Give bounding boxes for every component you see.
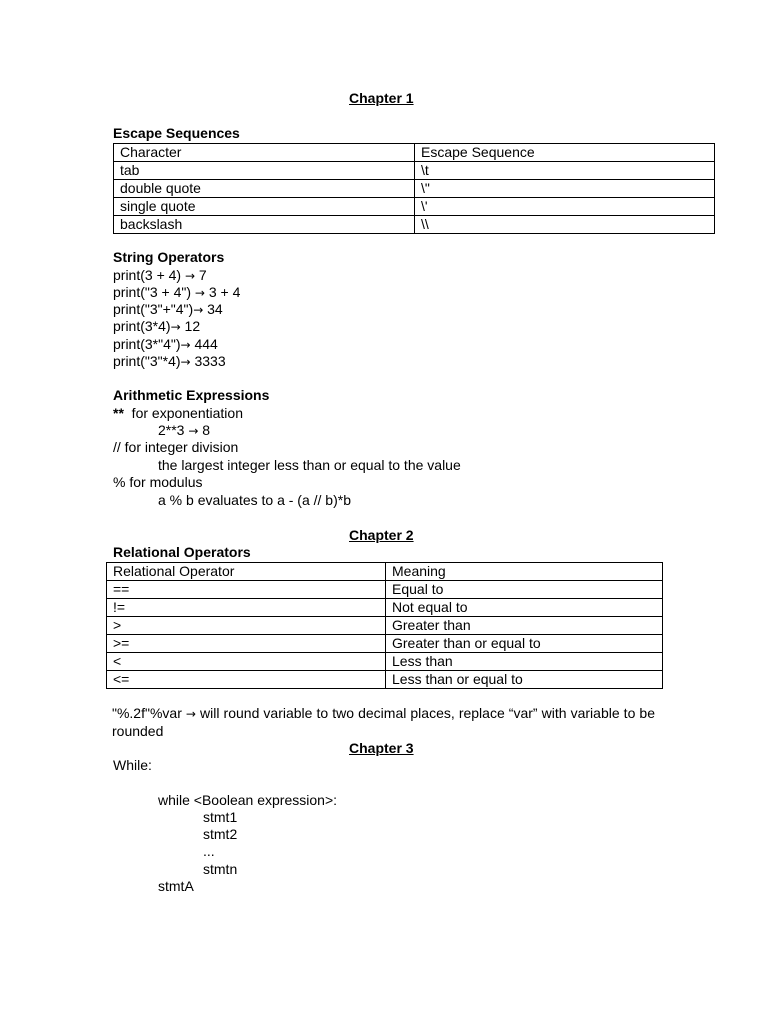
string-op-expr: print(3*"4") xyxy=(113,336,181,352)
string-op-result: 34 xyxy=(203,301,223,317)
string-op-result: 12 xyxy=(180,318,201,334)
table-cell: \' xyxy=(415,198,715,216)
table-cell: \" xyxy=(415,180,715,198)
string-op-result: 3333 xyxy=(190,353,226,369)
exponent-line xyxy=(113,405,243,422)
table-cell: != xyxy=(107,599,386,617)
code-body-line: stmt2 xyxy=(203,826,238,842)
table-row xyxy=(114,216,715,234)
arrow-icon: → xyxy=(180,355,191,369)
arithmetic-expressions-heading: Arithmetic Expressions xyxy=(113,387,270,403)
table-header-row xyxy=(107,563,663,581)
code-body-line: stmt1 xyxy=(203,809,238,825)
string-op-result: 3 + 4 xyxy=(204,284,241,300)
while-label: While: xyxy=(113,757,152,773)
table-row xyxy=(107,671,663,689)
arrow-icon: → xyxy=(188,424,199,438)
table-row xyxy=(114,162,715,180)
code-after-line: stmtA xyxy=(158,878,194,894)
relational-operators-heading: Relational Operators xyxy=(113,544,251,560)
table-cell: tab xyxy=(114,162,415,180)
table-cell: < xyxy=(107,653,386,671)
chapter-3-title: Chapter 3 xyxy=(349,740,414,756)
exponent-example xyxy=(158,422,210,440)
table-cell: > xyxy=(107,617,386,635)
string-op-line xyxy=(113,353,226,371)
arrow-icon: → xyxy=(193,303,204,317)
code-body-line: ... xyxy=(203,843,215,859)
string-op-result: 7 xyxy=(195,267,207,283)
string-op-line xyxy=(113,284,240,302)
string-op-line xyxy=(113,267,207,285)
table-cell: backslash xyxy=(114,216,415,234)
table-cell: Greater than or equal to xyxy=(386,635,663,653)
table-cell: \t xyxy=(415,162,715,180)
chapter-1-title: Chapter 1 xyxy=(349,90,414,106)
exponent-example-expr: 2**3 xyxy=(158,422,189,438)
format-note xyxy=(112,705,655,740)
table-row xyxy=(107,599,663,617)
table-row xyxy=(114,180,715,198)
table-header-cell: Character xyxy=(114,144,415,162)
code-while-header: while <Boolean expression>: xyxy=(158,792,338,808)
string-op-result: 444 xyxy=(190,336,218,352)
string-op-expr: print("3"+"4") xyxy=(113,301,194,317)
format-note-prefix: "%.2f"%var xyxy=(112,705,186,721)
modulus-label: % for modulus xyxy=(113,474,203,490)
table-row xyxy=(114,198,715,216)
table-row xyxy=(107,617,663,635)
escape-sequences-heading: Escape Sequences xyxy=(113,125,240,141)
arrow-icon: → xyxy=(180,338,191,352)
arrow-icon: → xyxy=(170,320,181,334)
table-header-cell: Relational Operator xyxy=(107,563,386,581)
table-header-row xyxy=(114,144,715,162)
escape-sequences-table xyxy=(113,143,715,234)
exponent-example-result: 8 xyxy=(198,422,211,438)
table-row xyxy=(107,635,663,653)
arrow-icon: → xyxy=(194,286,205,300)
table-cell: \\ xyxy=(415,216,715,234)
table-cell: Not equal to xyxy=(386,599,663,617)
table-row xyxy=(107,581,663,599)
table-header-cell: Escape Sequence xyxy=(415,144,715,162)
string-op-expr: print(3 + 4) xyxy=(113,267,185,283)
code-body-line: stmtn xyxy=(203,861,238,877)
chapter-2-title: Chapter 2 xyxy=(349,527,414,543)
string-op-line xyxy=(113,318,200,336)
table-cell: Equal to xyxy=(386,581,663,599)
exponent-label: for exponentiation xyxy=(123,405,243,421)
exponent-symbol: ** xyxy=(113,405,124,421)
intdiv-desc: the largest integer less than or equal to the value xyxy=(158,457,461,473)
arrow-icon: → xyxy=(184,269,196,283)
table-header-cell: Meaning xyxy=(386,563,663,581)
string-op-expr: print("3"*4) xyxy=(113,353,181,369)
table-cell: double quote xyxy=(114,180,415,198)
string-op-line xyxy=(113,301,223,319)
table-cell: Greater than xyxy=(386,617,663,635)
format-note-text: will round variable to two decimal places, replace “var” with variable to be rounded xyxy=(112,705,655,739)
table-cell: <= xyxy=(107,671,386,689)
arrow-icon: → xyxy=(185,707,196,721)
table-cell: >= xyxy=(107,635,386,653)
string-operators-heading: String Operators xyxy=(113,249,225,265)
table-cell: Less than xyxy=(386,653,663,671)
table-row xyxy=(107,653,663,671)
string-op-line xyxy=(113,336,218,354)
table-cell: single quote xyxy=(114,198,415,216)
modulus-desc: a % b evaluates to a - (a // b)*b xyxy=(158,492,351,508)
table-cell: Less than or equal to xyxy=(386,671,663,689)
intdiv-label: // for integer division xyxy=(113,439,239,455)
string-op-expr: print(3*4) xyxy=(113,318,171,334)
table-cell: == xyxy=(107,581,386,599)
string-op-expr: print("3 + 4") xyxy=(113,284,195,300)
relational-operators-table xyxy=(106,562,663,689)
